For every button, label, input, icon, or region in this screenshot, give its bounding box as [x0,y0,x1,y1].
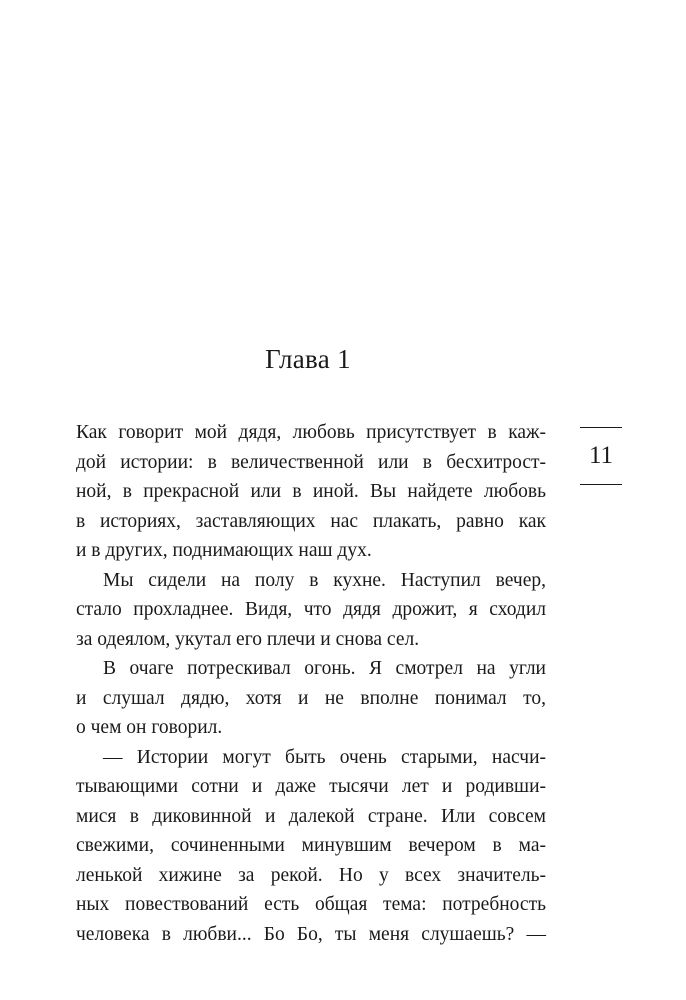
page-number [580,427,622,485]
paragraph-1 [76,418,546,566]
text-line: Мы сидели на полу в кухне. Наступил вечер, [103,569,546,591]
text-line: В очаге потрескивал огонь. Я смотрел на угли [103,658,546,679]
paragraph-4 [76,743,546,950]
text-line: за одеялом, укутал его плечи и снова сел. [76,628,420,650]
paragraph-3 [76,654,546,743]
paragraph-2 [76,566,546,655]
text-line: в историях, заставляющих нас плакать, равно как [76,510,546,532]
text-line: свежими, сочиненными минувшим вечером в ма- [76,835,546,856]
text-line: дой истории: в величественной или в бесхитрост- [76,451,546,473]
chapter-title: Глава 1 [265,344,351,374]
text-line: ленькой хижине за рекой. Но у всех значитель- [76,864,546,886]
text-line: ной, в прекрасной или в иной. Вы найдете любовь [76,481,546,502]
text-line: Как говорит мой дядя, любовь присутствует в каж- [76,422,546,443]
text-line: тывающими сотни и даже тысячи лет и родивши- [76,776,546,797]
text-line: человека в любви... Бо Бо, ты меня слушаешь? — [76,923,546,945]
body-text [76,418,546,949]
text-line: и слушал дядю, хотя и не вполне понимал то, [76,687,546,709]
text-line: мися в диковинной и далекой стране. Или совсем [76,805,546,827]
page-number-label: 11 [588,442,614,469]
text-line: о чем он говорил. [76,717,223,738]
text-line: — Истории могут быть очень старыми, насчи- [103,746,546,768]
text-line: стало прохладнее. Видя, что дядя дрожит, я сходил [76,599,546,620]
text-line: ных повествований есть общая тема: потребность [76,894,546,915]
text-line: и в других, поднимающих наш дух. [76,540,372,561]
